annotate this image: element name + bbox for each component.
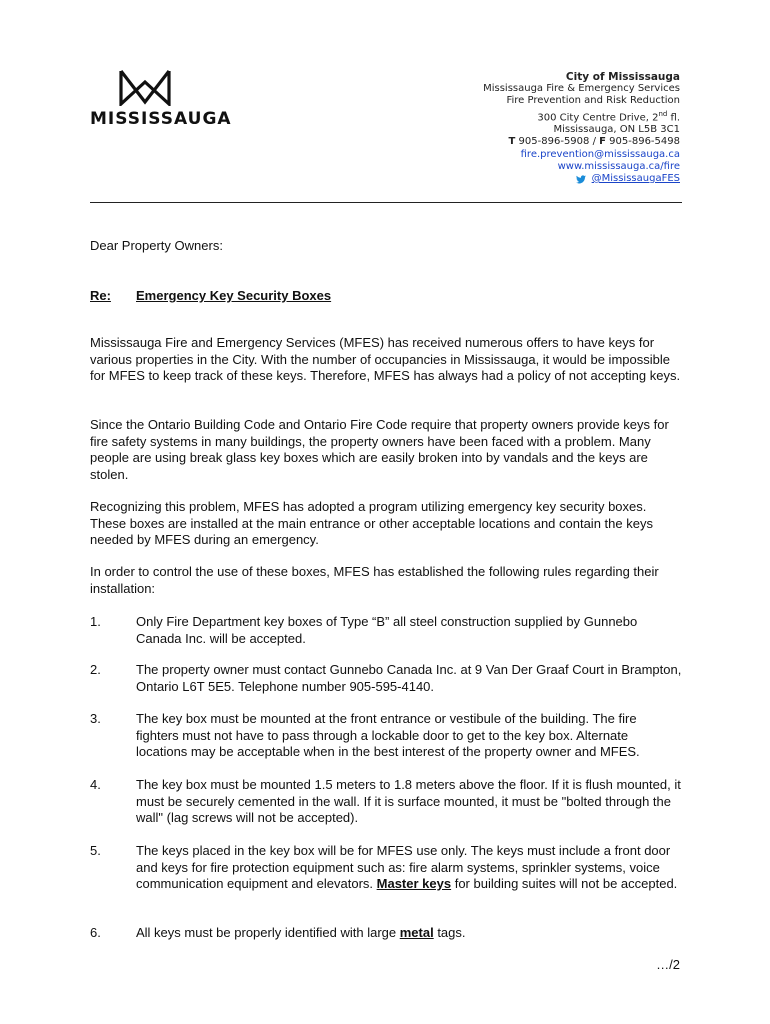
rule-item xyxy=(90,777,682,827)
street-address: 300 City Centre Drive, 2nd fl. xyxy=(537,109,680,123)
rule-number: 6. xyxy=(90,925,101,940)
rule-text: Only Fire Department key boxes of Type “B” all steel construction supplied by Gunnebo Canada Inc. will be accepted. xyxy=(136,614,638,646)
rule-number: 3. xyxy=(90,711,101,726)
mississauga-butterfly-icon xyxy=(118,68,172,106)
rule-item xyxy=(90,614,682,647)
rule-text: All keys must be properly identified with large metal tags. xyxy=(136,925,466,940)
city-name: City of Mississauga xyxy=(565,71,680,83)
rule-item xyxy=(90,843,682,893)
rule-number: 2. xyxy=(90,662,101,677)
phone-fax: T 905-896-5908 / F 905-896-5498 xyxy=(508,136,680,148)
division-name: Fire Prevention and Risk Reduction xyxy=(506,95,680,107)
subject-line xyxy=(90,288,332,303)
twitter-handle-link[interactable]: @MississaugaFES xyxy=(591,172,680,184)
rule-text: The key box must be mounted at the front entrance or vestibule of the building. The fire fighters must not have to pass through a lockable door to get to the key box. Alternate locations may be acceptable when in the best interest of the property owner and MFES. xyxy=(136,711,640,759)
header-divider xyxy=(90,202,682,203)
subject-title: Emergency Key Security Boxes xyxy=(136,288,332,303)
mississauga-logo xyxy=(90,68,232,129)
rule-item xyxy=(90,711,682,761)
logo-wordmark: MISSISSAUGA xyxy=(90,109,232,129)
emphasis-metal: metal xyxy=(399,925,434,940)
paragraph: Mississauga Fire and Emergency Services (MFES) has received numerous offers to have keys for various properties in the City. With the number of occupancies in Mississauga, it would be impossible for MFES to keep track of these keys. Therefore, MFES has always had a policy of not accepting keys. xyxy=(90,335,681,383)
paragraph: In order to control the use of these boxes, MFES has established the following rules regarding their installation: xyxy=(90,564,659,596)
contact-block xyxy=(483,71,680,188)
paragraph: Recognizing this problem, MFES has adopted a program utilizing emergency key security boxes. These boxes are installed at the main entrance or other acceptable locations and contain the keys needed by MFES during an emergency. xyxy=(90,499,653,547)
department-name: Mississauga Fire & Emergency Services xyxy=(483,83,680,95)
rule-text: The keys placed in the key box will be for MFES use only. The keys must include a front door and keys for fire protection equipment such as: fire alarm systems, sprinkler systems, voice communication equipment and elevators. Master keys for building suites will not be accepted. xyxy=(136,843,678,891)
rule-item xyxy=(90,925,682,942)
emphasis-master-keys: Master keys xyxy=(376,876,452,891)
paragraph: Since the Ontario Building Code and Ontario Fire Code require that property owners provide keys for fire safety systems in many buildings, the property owners have been faced with a problem. Many people are using break glass key boxes which are easily broken into by vandals and the keys are stolen. xyxy=(90,417,669,482)
city-postal: Mississauga, ON L5B 3C1 xyxy=(553,124,680,136)
rule-text: The key box must be mounted 1.5 meters to 1.8 meters above the floor. If it is flush mounted, it must be securely cemented in the wall. If it is surface mounted, it must be "bolted through the wall" (lag screws will not be accepted). xyxy=(136,777,681,825)
twitter-icon xyxy=(576,175,586,184)
rule-number: 1. xyxy=(90,614,101,629)
website-link[interactable]: www.mississauga.ca/fire xyxy=(557,160,680,172)
re-label: Re: xyxy=(90,288,111,303)
email-link[interactable]: fire.prevention@mississauga.ca xyxy=(520,148,680,160)
rule-item xyxy=(90,662,682,695)
rule-number: 5. xyxy=(90,843,101,858)
salutation: Dear Property Owners: xyxy=(90,238,223,253)
rule-number: 4. xyxy=(90,777,101,792)
page-continuation-marker: …/2 xyxy=(656,957,680,972)
rule-text: The property owner must contact Gunnebo Canada Inc. at 9 Van Der Graaf Court in Brampton, Ontario L6T 5E5. Telephone number 905-595-4140. xyxy=(136,662,682,694)
